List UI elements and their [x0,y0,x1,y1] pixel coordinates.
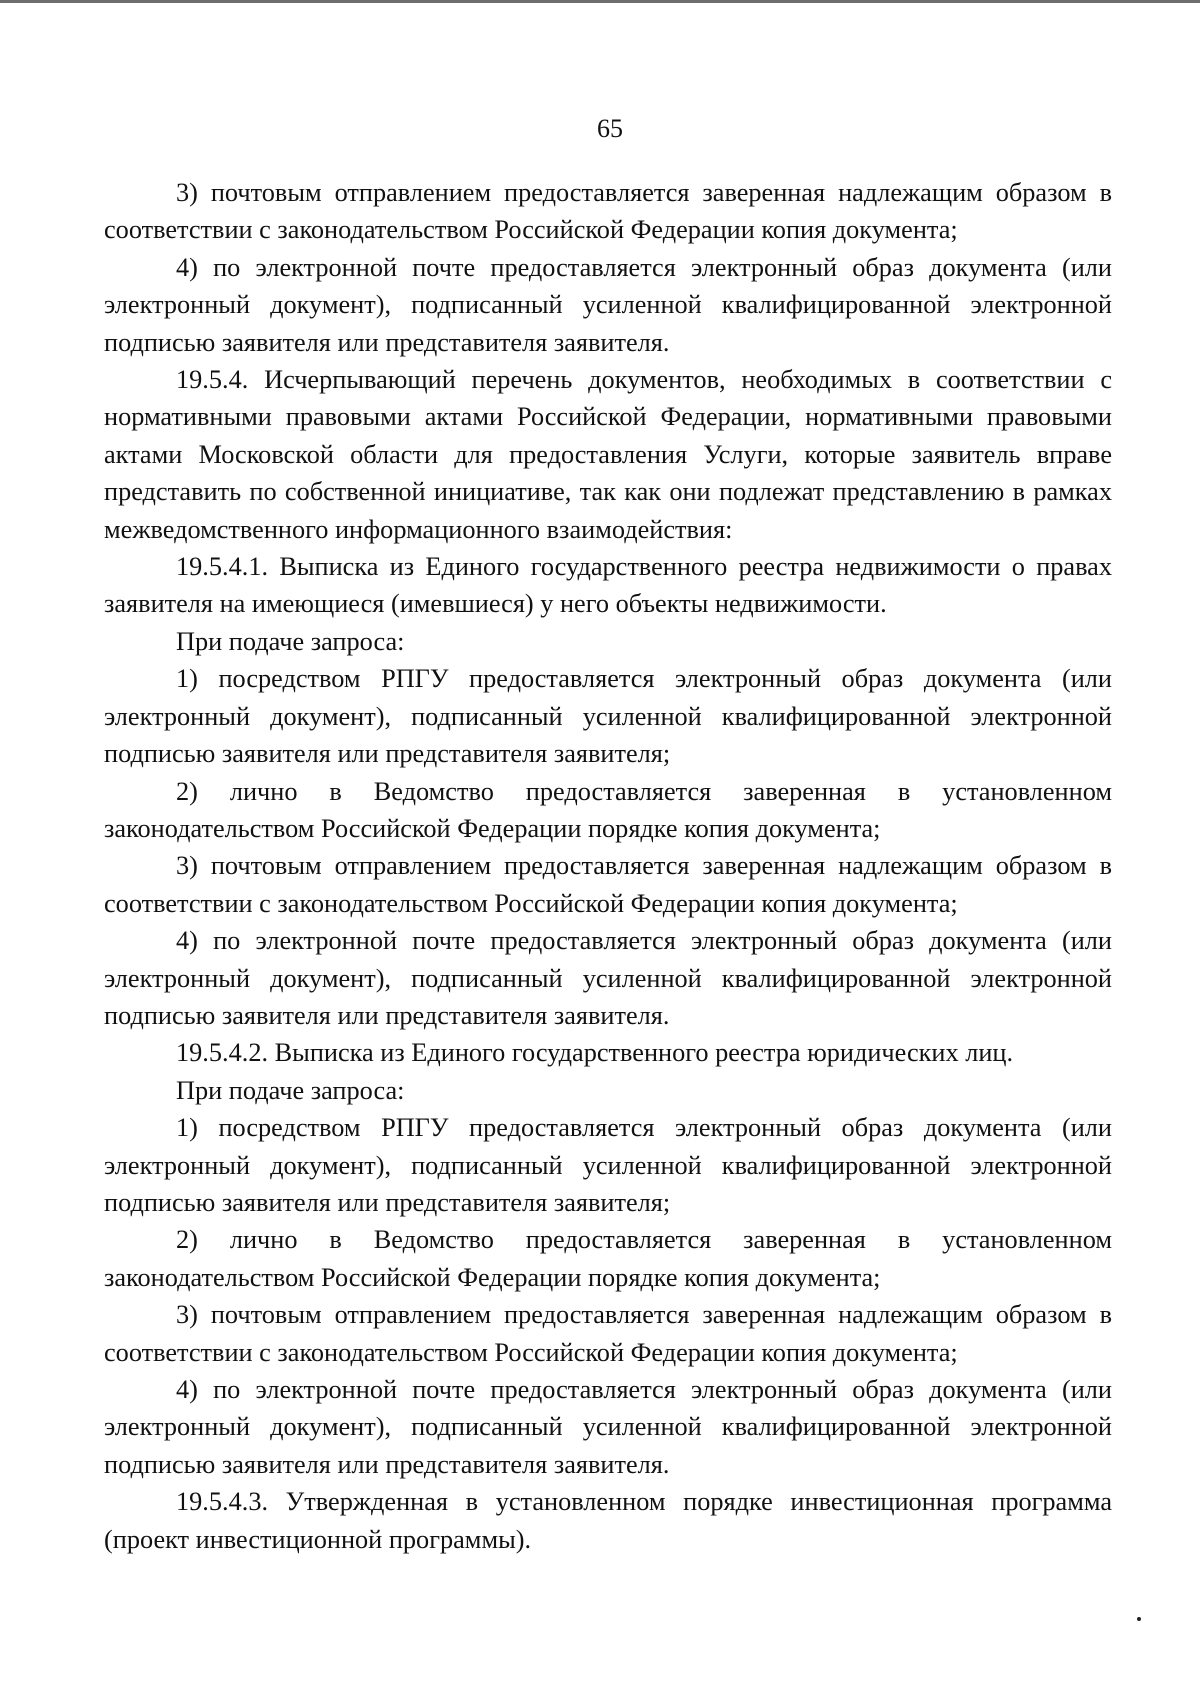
page-number: 65 [597,114,623,143]
paragraph-email-1: 4) по электронной почте предоставляется электронный образ документа (или электронный документ), подписанный усиленной квалифицированной электронной подписью заявителя или представителя заявителя. [104,252,1112,357]
paragraph-section-19-5-4-2: 19.5.4.2. Выписка из Единого государственного реестра юридических лиц. [176,1038,1014,1068]
paragraph-email-2: 4) по электронной почте предоставляется электронный образ документа (или электронный документ), подписанный усиленной квалифицированной электронной подписью заявителя или представителя заявителя. [104,926,1112,1030]
paragraph-request-intro-1: При подаче запроса: [176,626,405,656]
paragraph-section-19-5-4: 19.5.4. Исчерпывающий перечень документов, необходимых в соответствии с нормативными правовыми актами Российской Федерации, нормативными правовыми актами Московской области для предоставления Услуги, которые заявитель вправе представить по собственной инициативе, так как они подлежат представлению в рамках межведомственного информационного взаимодействия: [104,365,1112,544]
paragraph-in-person-2: 2) лично в Ведомство предоставляется заверенная в установленном законодательством Российской Федерации порядке копия документа; [104,1225,1112,1292]
paragraph-postal-3: 3) почтовым отправлением предоставляется заверенная надлежащим образом в соответствии с законодательством Российской Федерации копия документа; [104,1300,1112,1367]
paragraph-email-3: 4) по электронной почте предоставляется электронный образ документа (или электронный документ), подписанный усиленной квалифицированной электронной подписью заявителя или представителя заявителя. [104,1375,1112,1479]
scan-top-edge [0,0,1200,3]
document-body [104,174,1112,1558]
paragraph-section-19-5-4-3: 19.5.4.3. Утвержденная в установленном порядке инвестиционная программа (проект инвестиционной программы). [104,1487,1112,1554]
paragraph-request-intro-2: При подаче запроса: [176,1075,405,1105]
paragraph-postal-1: 3) почтовым отправлением предоставляется заверенная надлежащим образом в соответствии с законодательством Российской Федерации копия документа; [104,178,1112,245]
paragraph-section-19-5-4-1: 19.5.4.1. Выписка из Единого государственного реестра недвижимости о правах заявителя на имеющиеся (имевшиеся) у него объекты недвижимости. [104,552,1112,619]
paragraph-postal-2: 3) почтовым отправлением предоставляется заверенная надлежащим образом в соответствии с законодательством Российской Федерации копия документа; [104,851,1112,918]
scan-artifact-dot [1137,1617,1141,1621]
paragraph-rpgu-2: 1) посредством РПГУ предоставляется электронный образ документа (или электронный документ), подписанный усиленной квалифицированной электронной подписью заявителя или представителя заявителя; [104,1113,1112,1217]
paragraph-rpgu-1: 1) посредством РПГУ предоставляется электронный образ документа (или электронный документ), подписанный усиленной квалифицированной электронной подписью заявителя или представителя заявителя; [104,664,1112,769]
paragraph-in-person-1: 2) лично в Ведомство предоставляется заверенная в установленном законодательством Российской Федерации порядке копия документа; [104,776,1112,843]
